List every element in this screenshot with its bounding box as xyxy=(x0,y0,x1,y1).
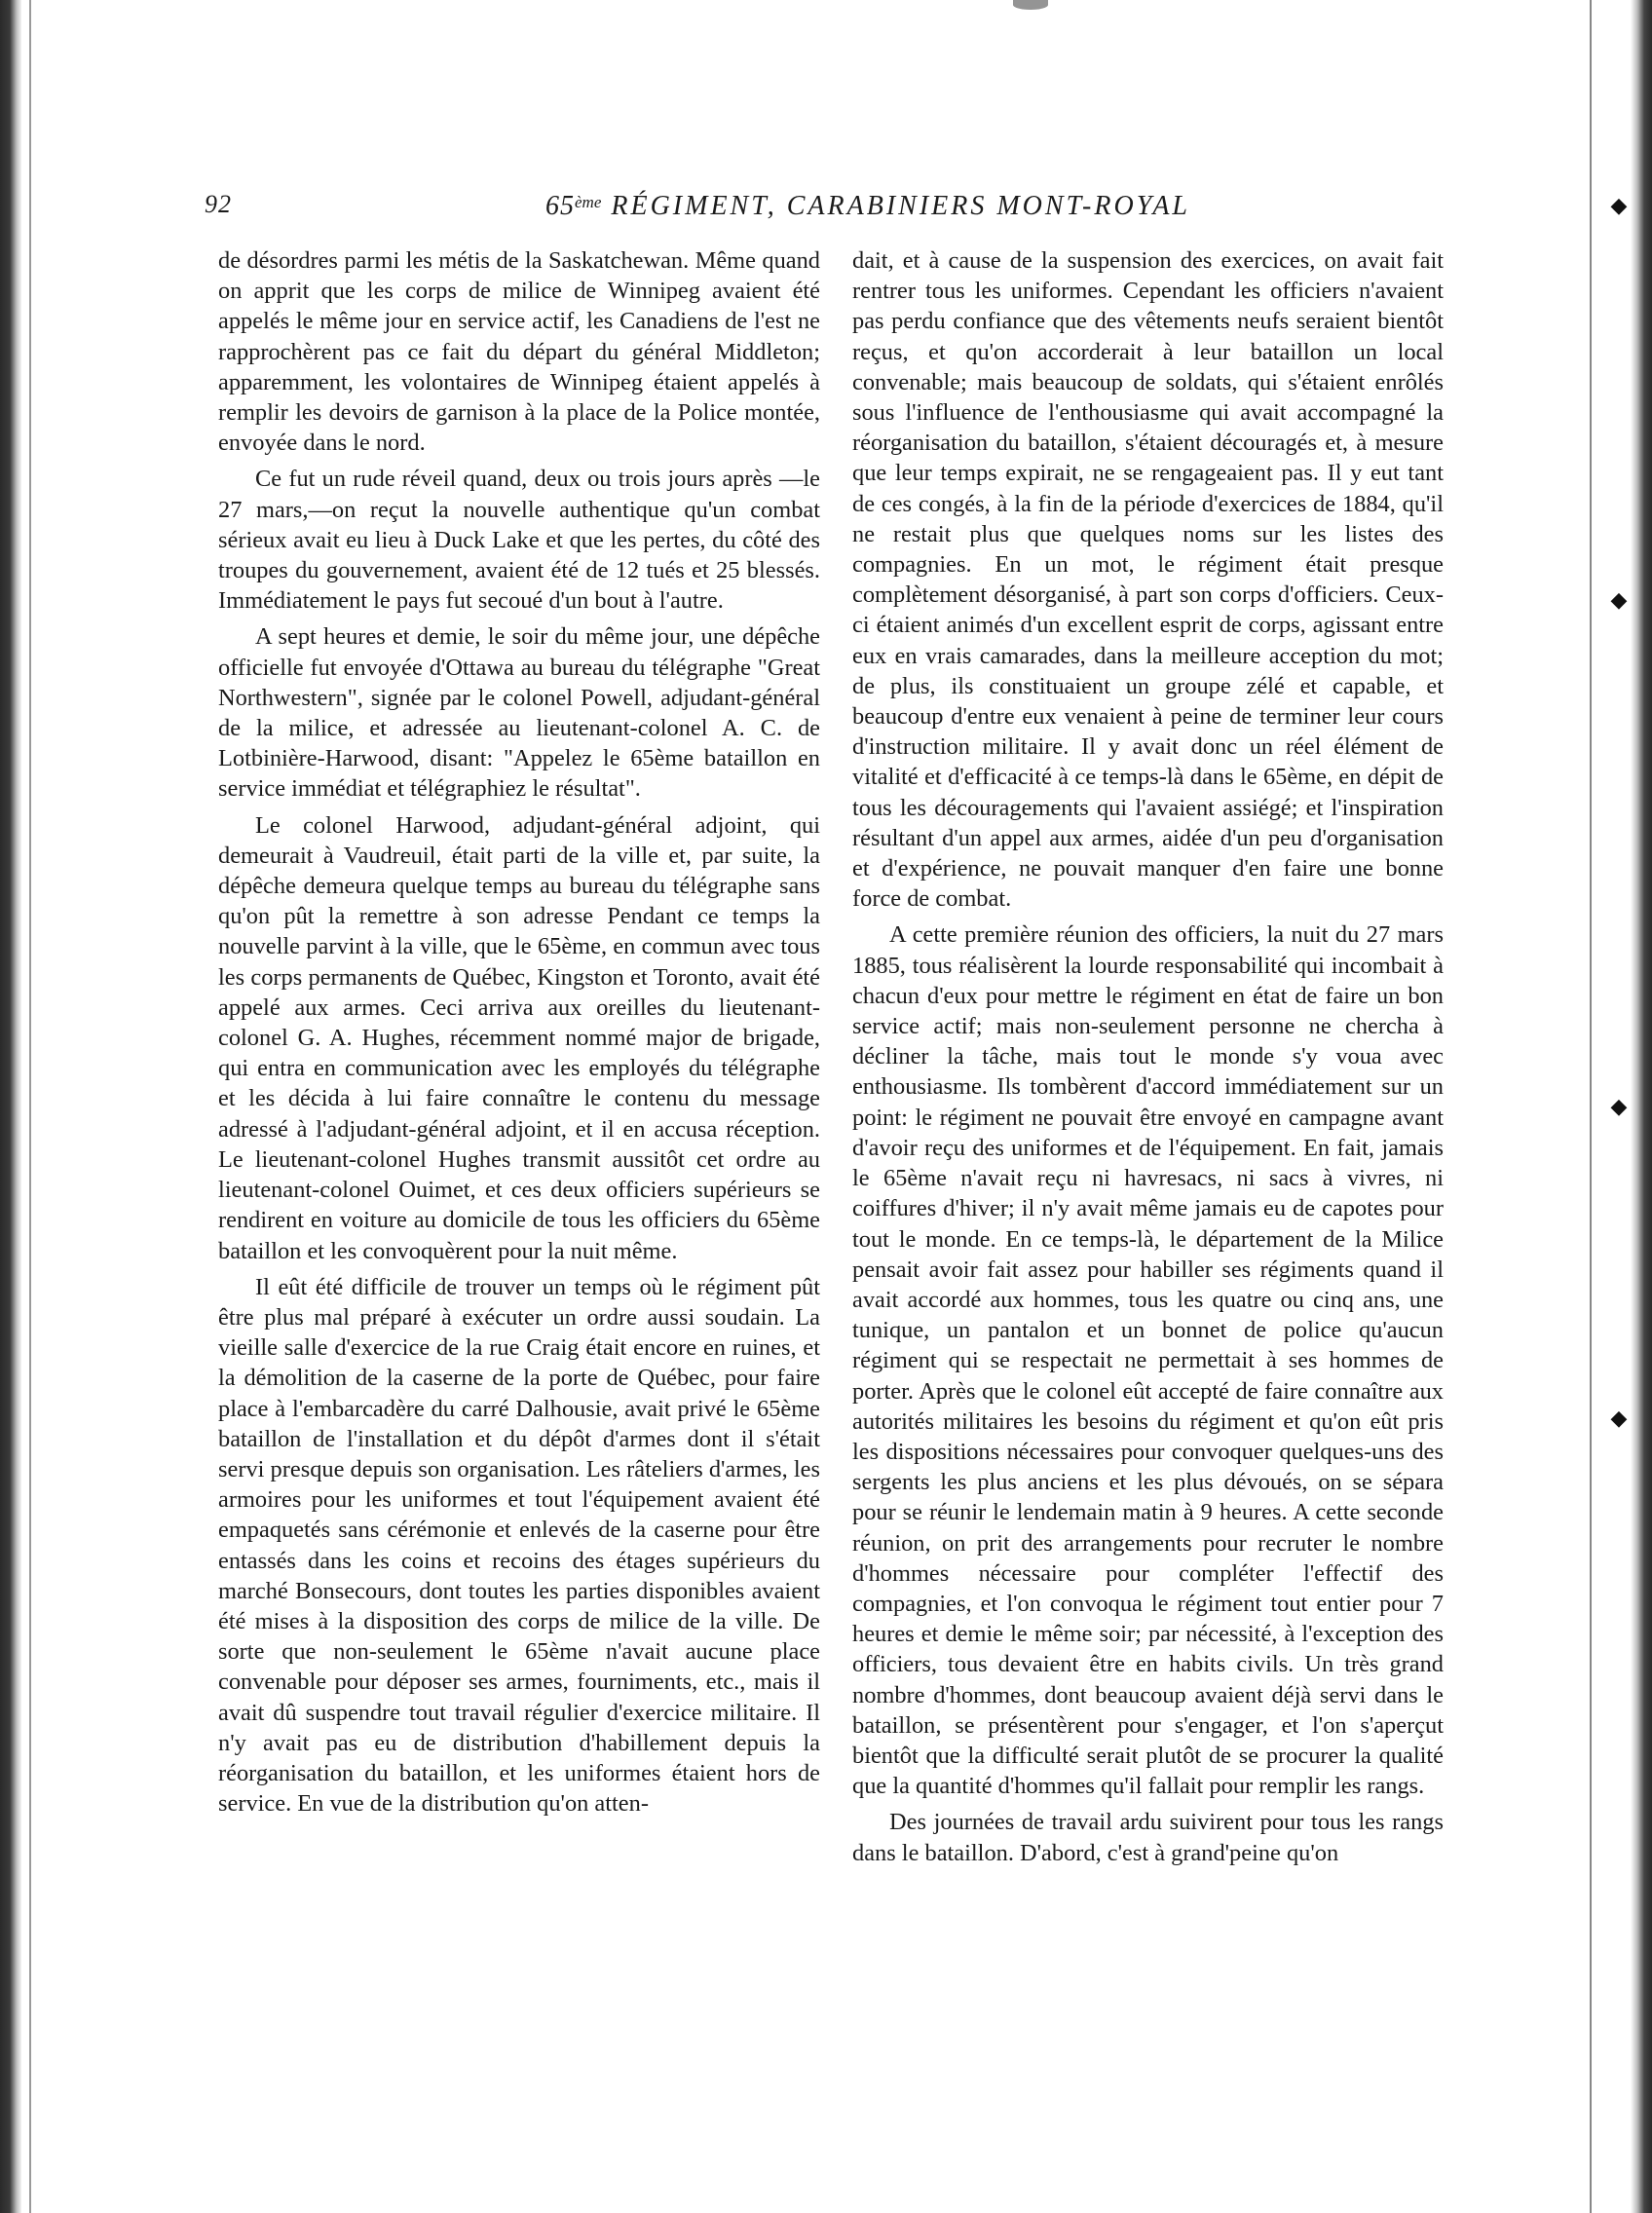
right-column xyxy=(852,245,1444,2028)
scan-smudge xyxy=(1013,0,1048,10)
scan-left-edge xyxy=(0,0,21,2213)
running-head xyxy=(545,191,1190,222)
scan-left-line xyxy=(29,0,31,2213)
running-head-title: RÉGIMENT, CARABINIERS MONT-ROYAL xyxy=(611,191,1191,221)
paragraph: A cette première réunion des officiers, la nuit du 27 mars 1885, tous réalisèrent la lourde responsabilité qui incombait à chacun d'eux pour mettre le régiment en état de faire un bon service actif; mais non-seulement personne ne chercha à décliner la tâche, mais tout le monde s'y voua avec enthousiasme. Ils tombèrent d'accord immédiatement sur un point: le régiment ne pouvait être envoyé en campagne avant d'avoir reçu des uniformes et de l'équipement. En fait, jamais le 65ème n'avait reçu ni havresacs, ni sacs à vivres, ni coiffures d'hiver; il n'y avait même jamais eu de capotes pour tout le monde. En ce temps-là, le département de la Milice pensait avoir fait assez pour habiller ses régiments quand il avait accordé aux hommes, tous les quatre ou cinq ans, une tunique, un pantalon et un bonnet de police qu'aucun régiment qui se respectait ne permettait à ses hommes de porter. Après que le colonel eût accepté de faire connaître aux autorités militaires les besoins du régiment et qu'on eût pris les dispositions nécessaires pour convoquer quelques-uns des sergents les plus anciens et les plus dévoués, on se sépara pour se réunir le lendemain matin à 9 heures. A cette seconde réunion, on prit des arrangements pour recruter le nombre d'hommes nécessaire pour compléter l'effectif des compagnies, et l'on convoqua le régiment tout entier pour 7 heures et demie le même soir; par nécessité, à l'exception des officiers, tous devaient être en habits civils. Un très grand nombre d'hommes, dont beaucoup avaient déjà servi dans le bataillon, se présentèrent pour s'engager, et l'on s'aperçut bientôt que la difficulté serait plutôt de se procurer la qualité que la quantité d'hommes qu'il fallait pour remplir les rangs. xyxy=(852,921,1444,1800)
running-head-ordinal: 65ème xyxy=(545,191,602,221)
paragraph: A sept heures et demie, le soir du même jour, une dépêche officielle fut envoyée d'Ottawa au bureau du télégraphe "Great Northwestern", signée par le colonel Powell, adjudant-général de la milice, et adressée au lieutenant-colonel A. C. de Lotbinière-Harwood, disant: "Appelez le 65ème bataillon en service immédiat et télégraphiez le résultat". xyxy=(218,623,820,803)
binding-clip-icon: ◆ xyxy=(1610,1406,1628,1430)
left-column xyxy=(218,245,820,2028)
paragraph: Le colonel Harwood, adjudant-général adjoint, qui demeurait à Vaudreuil, était parti de la ville et, par suite, la dépêche demeura quelque temps au bureau du télégraphe sans qu'on pût la remettre à son adresse Pendant ce temps la nouvelle parvint à la ville, que le 65ème, en commun avec tous les corps permanents de Québec, Kingston et Toronto, avait été appelé aux armes. Ceci arriva aux oreilles du lieutenant-colonel G. A. Hughes, récemment nommé major de brigade, qui entra en communication avec les employés du télégraphe et les décida à lui faire connaître le contenu du message adressé à l'adjudant-général adjoint, et il en accusa réception. Le lieutenant-colonel Hughes transmit aussitôt cet ordre au lieutenant-colonel Ouimet, et ces deux officiers supérieurs se rendirent en voiture au domicile de tous les officiers du 65ème bataillon et les convoquèrent pour la nuit même. xyxy=(218,811,820,1264)
paragraph: de désordres parmi les métis de la Saskatchewan. Même quand on apprit que les corps de milice de Winnipeg avaient été appelés le même jour en service actif, les Canadiens de l'est ne rapprochèrent pas ce fait du départ du général Middleton; apparemment, les volontaires de Winnipeg étaient appelés à remplir les devoirs de garnison à la place de la Police montée, envoyée dans le nord. xyxy=(218,247,820,457)
paragraph: Ce fut un rude réveil quand, deux ou trois jours après —le 27 mars,—on reçut la nouvelle authentique qu'un combat sérieux avait eu lieu à Duck Lake et que les pertes, du côté des troupes du gouvernement, avaient été de 12 tués et 25 blessés. Immédiatement le pays fut secoué d'un bout à l'autre. xyxy=(218,466,820,615)
binding-clip-icon: ◆ xyxy=(1610,193,1628,217)
paragraph: Des journées de travail ardu suivirent pour tous les rangs dans le bataillon. D'abord, c'est à grand'peine qu'on xyxy=(852,1809,1444,1866)
binding-clip-icon: ◆ xyxy=(1610,1094,1628,1118)
scan-right-line xyxy=(1590,0,1592,2213)
paragraph: Il eût été difficile de trouver un temps où le régiment pût être plus mal préparé à exécuter un ordre aussi soudain. La vieille salle d'exercice de la rue Craig était encore en ruines, et la démolition de la caserne de la porte de Québec, pour faire place à l'embarcadère du carré Dalhousie, avait privé le 65ème bataillon de l'installation et du dépôt d'armes dont il s'était servi presque depuis son organisation. Les râteliers d'armes, les armoires pour les uniformes et tout l'équipement avaient été empaquetés sans cérémonie et enlevés de la caserne pour être entassés dans les coins et recoins des étages supérieurs du marché Bonsecours, dont toutes les parties disponibles avaient été mises à la disposition des corps de milice de la ville. De sorte que non-seulement le 65ème n'avait aucune place convenable pour déposer ses armes, fourniments, etc., mais il avait dû suspendre tout travail régulier d'exercice militaire. Il n'y avait pas eu de distribution d'habillement depuis la réorganisation du bataillon, et les uniformes étaient hors de service. En vue de la distribution qu'on atten- xyxy=(218,1273,820,1818)
page-number: 92 xyxy=(205,190,232,218)
paragraph: dait, et à cause de la suspension des exercices, on avait fait rentrer tous les uniformes. Cependant les officiers n'avaient pas perdu confiance que des vêtements neufs seraient bientôt reçus, et qu'on accorderait à leur bataillon un local convenable; mais beaucoup de soldats, qui s'étaient enrôlés sous l'influence de l'enthousiasme qui avait accompagné la réorganisation du bataillon, s'étaient découragés et, à mesure que leur temps expirait, ne se rengageaient pas. Il y eut tant de ces congés, à la fin de la période d'exercices de 1884, qu'il ne restait plus que quelques noms sur les listes des compagnies. En un mot, le régiment était presque complètement désorganisé, à part son corps d'officiers. Ceux-ci étaient animés d'un excellent esprit de corps, agissant entre eux en vrais camarades, dans la meilleure acception du mot; de plus, ils constituaient un groupe zélé et capable, et beaucoup d'entre eux venaient à peine de terminer leur cours d'instruction militaire. Il y avait donc un réel élément de vitalité et d'efficacité à ce temps-là dans le 65ème, en dépit de tous les découragements qui l'avaient assiégé; et l'inspiration résultant d'un appel aux armes, aidée d'un peu d'organisation et d'expérience, ne pouvait manquer d'en faire une bonne force de combat. xyxy=(852,247,1444,913)
binding-clip-icon: ◆ xyxy=(1610,587,1628,612)
